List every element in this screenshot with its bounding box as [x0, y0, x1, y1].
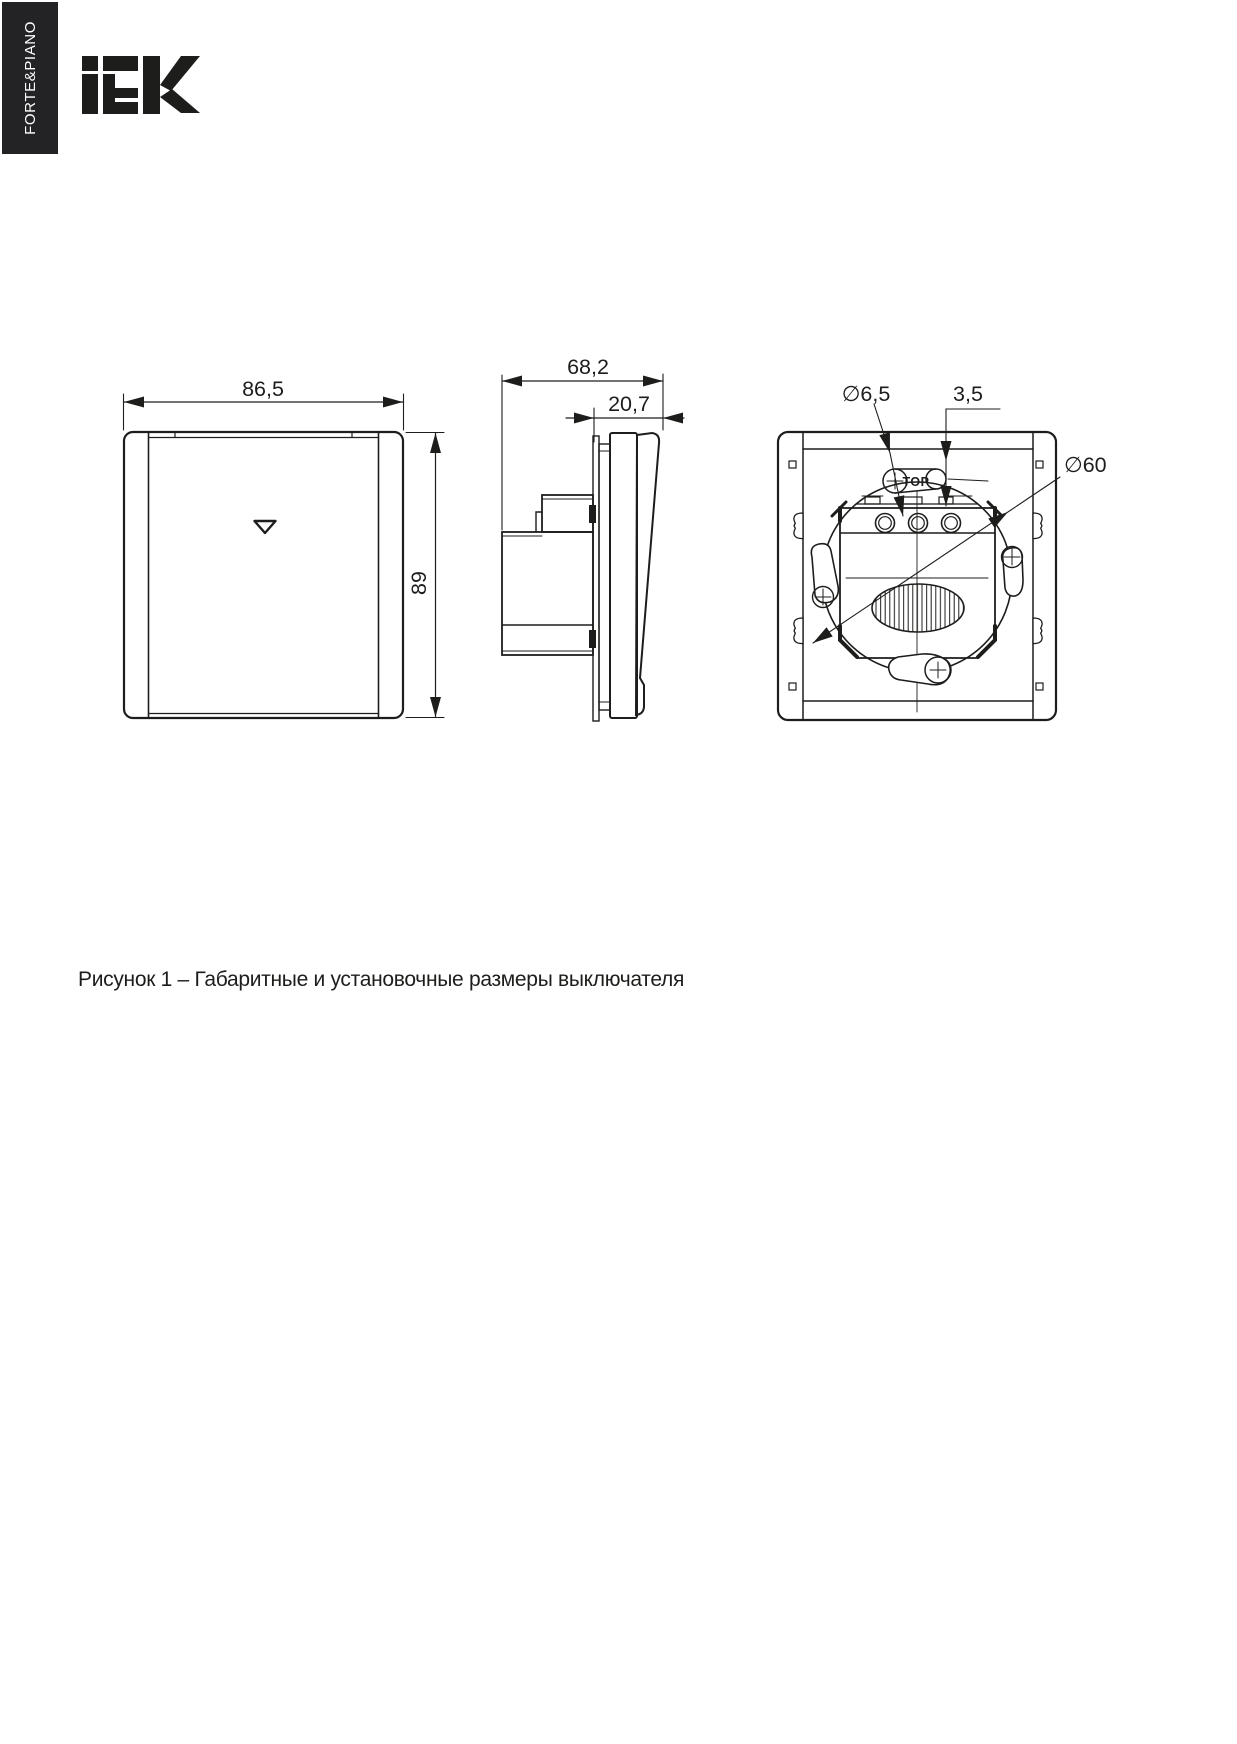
front-view-drawing: [124, 394, 445, 718]
dim-slot-width: 3,5: [953, 382, 983, 406]
dim-mount-hole: ∅6,5: [841, 382, 891, 406]
label-window: [872, 584, 964, 632]
left-spreader-claw: [811, 544, 838, 608]
figure-caption: Рисунок 1 – Габаритные и установочные размеры выключателя: [78, 968, 685, 991]
top-orientation-slot: [883, 469, 988, 493]
terminal-screws: [876, 514, 961, 533]
series-label: FORTE&PIANO: [21, 21, 39, 135]
dim-side-depth: 68,2: [567, 355, 609, 379]
side-view-drawing: [502, 374, 684, 721]
rocker-triangle-icon: [255, 521, 276, 533]
dim-front-width: 86,5: [242, 377, 284, 401]
rear-view-drawing: [778, 404, 1060, 720]
top-marking-label: TOP: [902, 475, 930, 489]
bottom-slot: [889, 654, 951, 685]
right-spreader-claw: [1002, 547, 1024, 597]
dim-side-front-depth: 20,7: [608, 392, 650, 416]
dimension-labels: [242, 355, 1107, 595]
dim-front-height: 89: [407, 571, 431, 595]
dim-box-diameter: ∅60: [1064, 453, 1107, 477]
